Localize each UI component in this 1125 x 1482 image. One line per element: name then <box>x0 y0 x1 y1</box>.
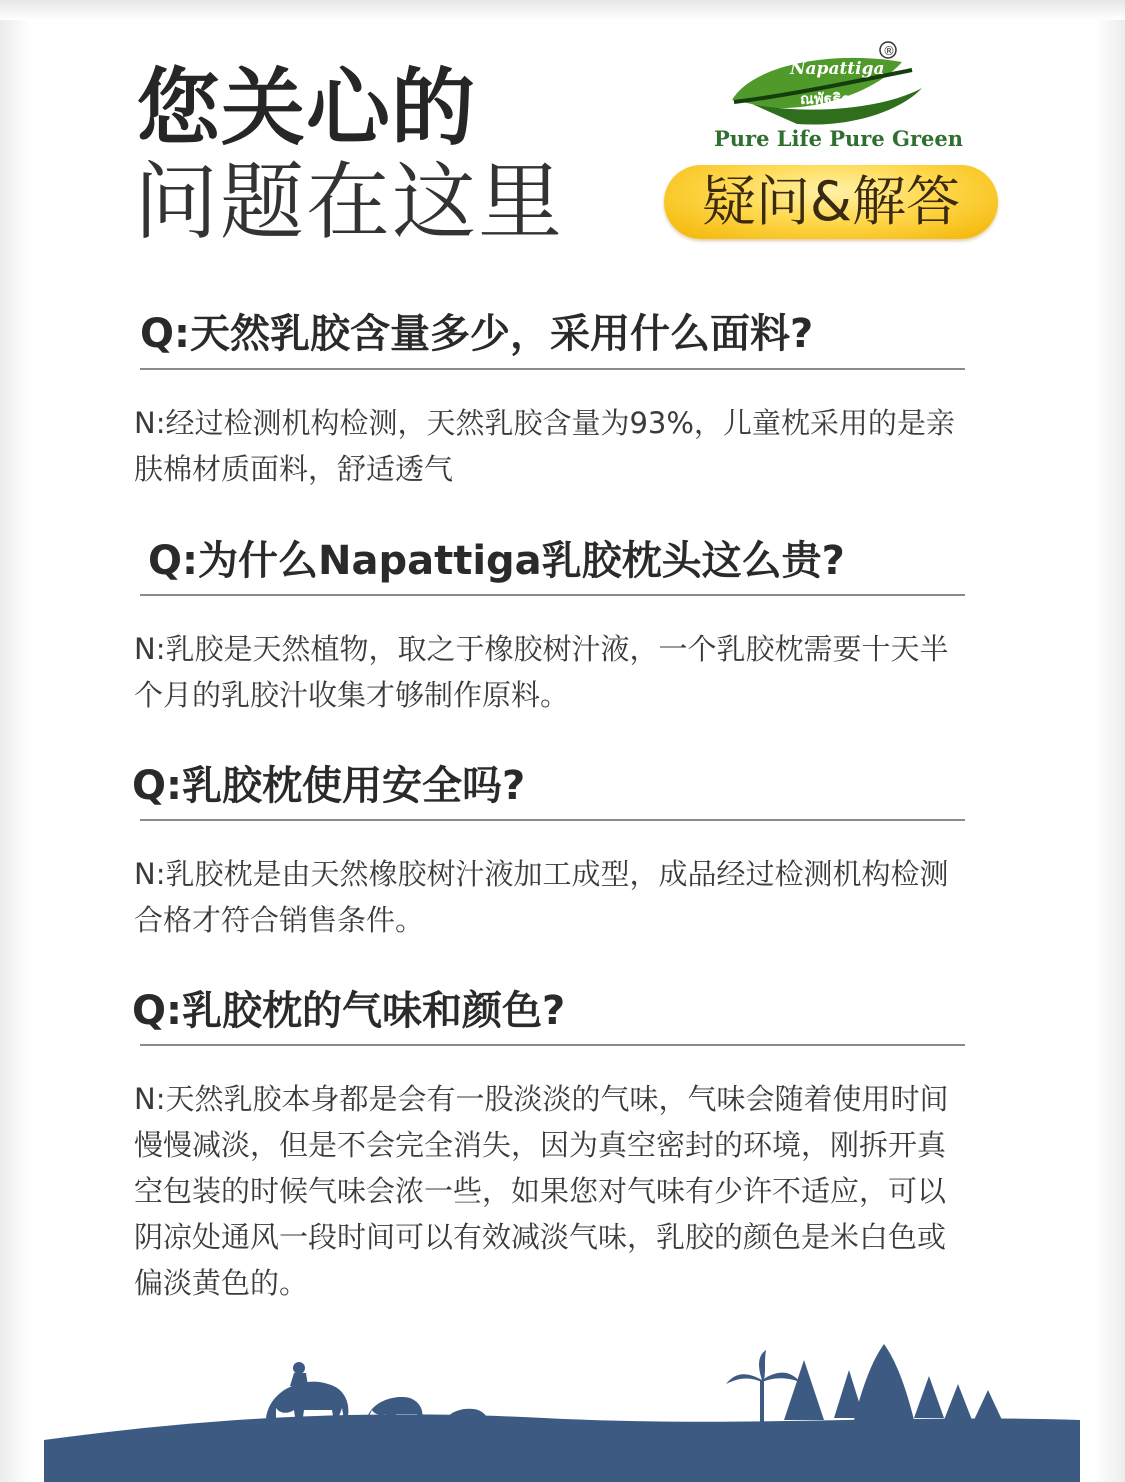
landscape-silhouette <box>44 1340 1080 1482</box>
faq-divider-1 <box>140 368 965 370</box>
faq-divider-2 <box>140 594 965 596</box>
qa-badge <box>664 165 998 239</box>
central-prang <box>854 1344 914 1420</box>
temple-silhouette <box>784 1344 1002 1420</box>
registered-mark: ® <box>883 44 895 58</box>
qa-badge-label: 疑问&解答 <box>701 170 961 233</box>
spire-3 <box>914 1376 944 1418</box>
brand-thai-text: ณพัฐธิกา <box>800 90 859 108</box>
faq-answer-3: N:乳胶枕是由天然橡胶树汁液加工成型，成品经过检测机构检测合格才符合销售条件。 <box>134 857 949 937</box>
palm-leaf-3 <box>759 1350 766 1380</box>
faq-question-2: Q:为什么Napattiga乳胶枕头这么贵? <box>148 538 845 584</box>
spire-1 <box>784 1360 824 1420</box>
faq-answer-2: N:乳胶是天然植物，取之于橡胶树汁液，一个乳胶枕需要十天半个月的乳胶汁收集才够制作原料。 <box>134 632 949 712</box>
hill-shape <box>44 1414 1080 1482</box>
faq-divider-3 <box>140 819 965 821</box>
faq-question-3: Q:乳胶枕使用安全吗? <box>132 763 526 809</box>
page-title-line-2: 问题在这里 <box>134 153 565 251</box>
faq-answer-4: N:天然乳胶本身都是会有一股淡淡的气味，气味会随着使用时间慢慢减淡，但是不会完全消失，因为真空密封的环境，刚拆开真空包装的时候气味会浓一些，如果您对气味有少许不适应，可以阴凉处通风一段时间可以有效减淡气味，乳胶的颜色是米白色或偏淡黄色的。 <box>134 1082 949 1300</box>
brand-slogan: Pure Life Pure Green <box>714 126 964 151</box>
brand-name-text: Napattiga <box>790 59 885 79</box>
faq-question-1: Q:天然乳胶含量多少，采用什么面料? <box>140 311 814 357</box>
top-shade <box>0 0 1125 20</box>
palm-trunk <box>760 1380 764 1424</box>
faq-divider-4 <box>140 1044 965 1046</box>
palm-leaf-2 <box>762 1373 800 1382</box>
faq-answer-1: N:经过检测机构检测，天然乳胶含量为93%，儿童枕采用的是亲肤棉材质面料，舒适透气 <box>134 406 955 486</box>
faq-question-4: Q:乳胶枕的气味和颜色? <box>132 988 566 1034</box>
rider-head <box>293 1362 305 1374</box>
palm-leaf-1 <box>726 1374 762 1384</box>
spire-4 <box>944 1384 972 1420</box>
rider-body <box>290 1373 308 1386</box>
spire-5 <box>974 1390 1002 1420</box>
page-title-line-1: 您关心的 <box>136 59 477 157</box>
